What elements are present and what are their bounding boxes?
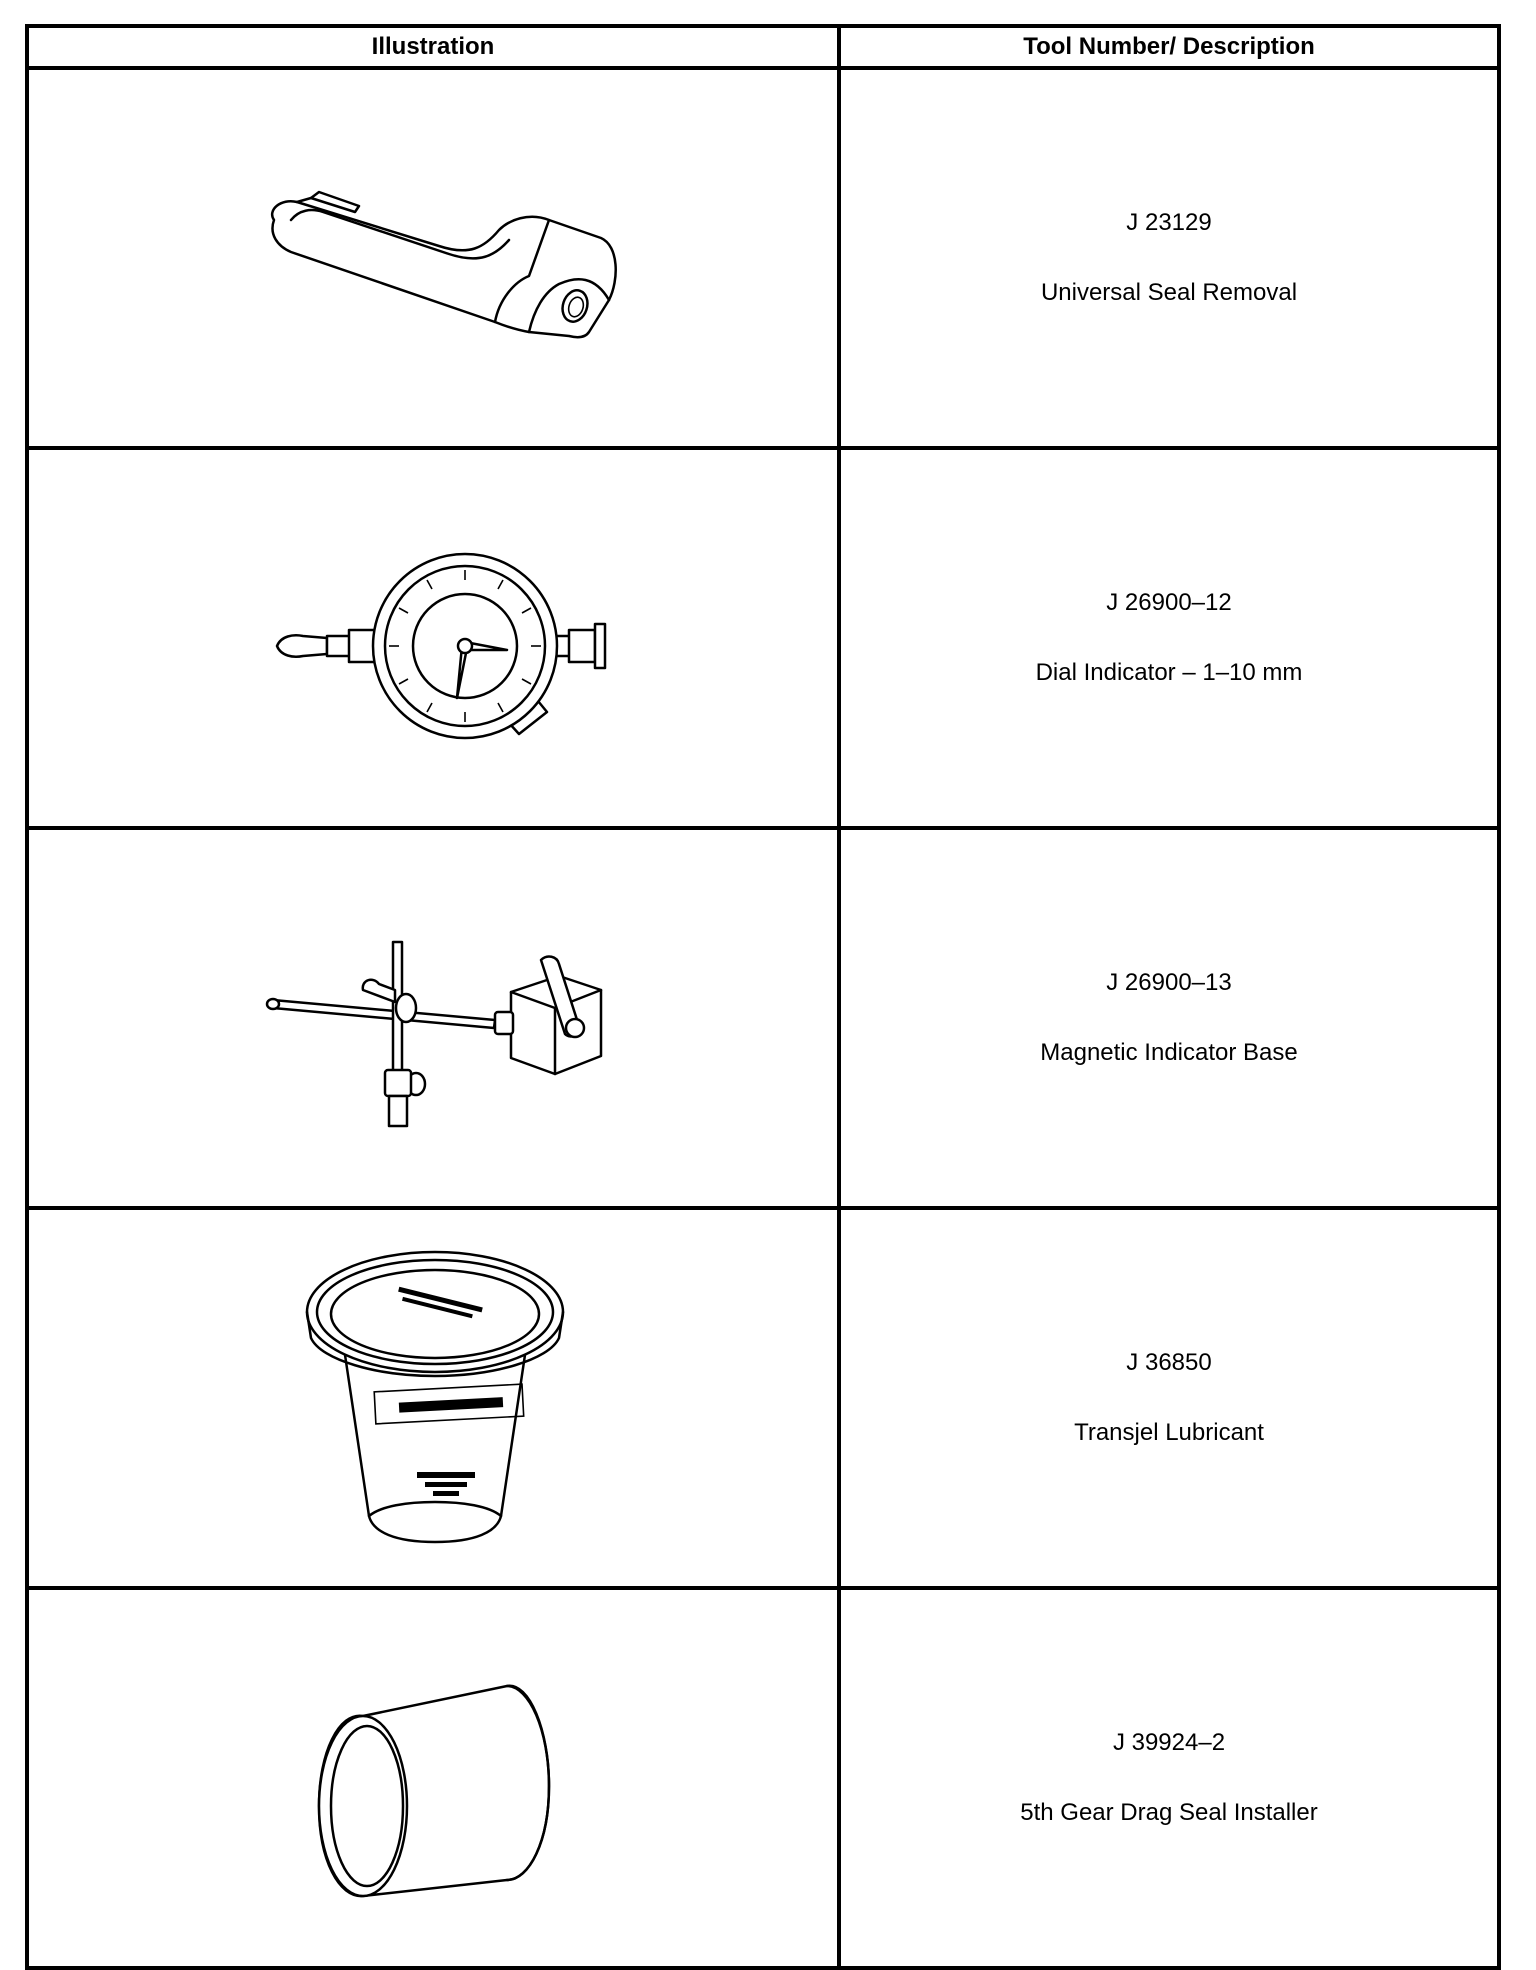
- illustration-cell: [27, 1208, 839, 1588]
- illustration-cell: [27, 828, 839, 1208]
- tool-number: J 26900–12: [1106, 589, 1232, 616]
- description-cell: [839, 448, 1499, 828]
- illustration-cell: [27, 68, 839, 448]
- tool-number: J 26900–13: [1106, 969, 1232, 996]
- dial-indicator-icon: [29, 450, 841, 826]
- tool-number: J 36850: [1126, 1349, 1212, 1376]
- header-row: [27, 26, 1499, 68]
- description-cell: [839, 1588, 1499, 1968]
- tool-description: 5th Gear Drag Seal Installer: [1020, 1799, 1318, 1826]
- tool-table: [25, 24, 1501, 1970]
- seal-installer-icon: [29, 1590, 841, 1966]
- header-illustration: Illustration: [27, 26, 839, 68]
- tool-description: Magnetic Indicator Base: [1040, 1039, 1298, 1066]
- illustration-cell: [27, 448, 839, 828]
- table-row: [27, 828, 1499, 1208]
- lubricant-tub-icon: [29, 1210, 841, 1586]
- table-row: [27, 68, 1499, 448]
- table-row: [27, 448, 1499, 828]
- description-cell: [839, 68, 1499, 448]
- tool-description: Dial Indicator – 1–10 mm: [1035, 659, 1303, 686]
- table-row: [27, 1588, 1499, 1968]
- header-tool-description: Tool Number/ Description: [839, 26, 1499, 68]
- table-row: [27, 1208, 1499, 1588]
- seal-remover-icon: [29, 70, 841, 446]
- tool-number: J 23129: [1126, 209, 1212, 236]
- description-cell: [839, 1208, 1499, 1588]
- magnetic-base-icon: [29, 830, 841, 1206]
- tool-number: J 39924–2: [1112, 1729, 1226, 1756]
- tool-description: Transjel Lubricant: [1074, 1419, 1264, 1446]
- description-cell: [839, 828, 1499, 1208]
- tool-description: Universal Seal Removal: [1040, 279, 1298, 306]
- illustration-cell: [27, 1588, 839, 1968]
